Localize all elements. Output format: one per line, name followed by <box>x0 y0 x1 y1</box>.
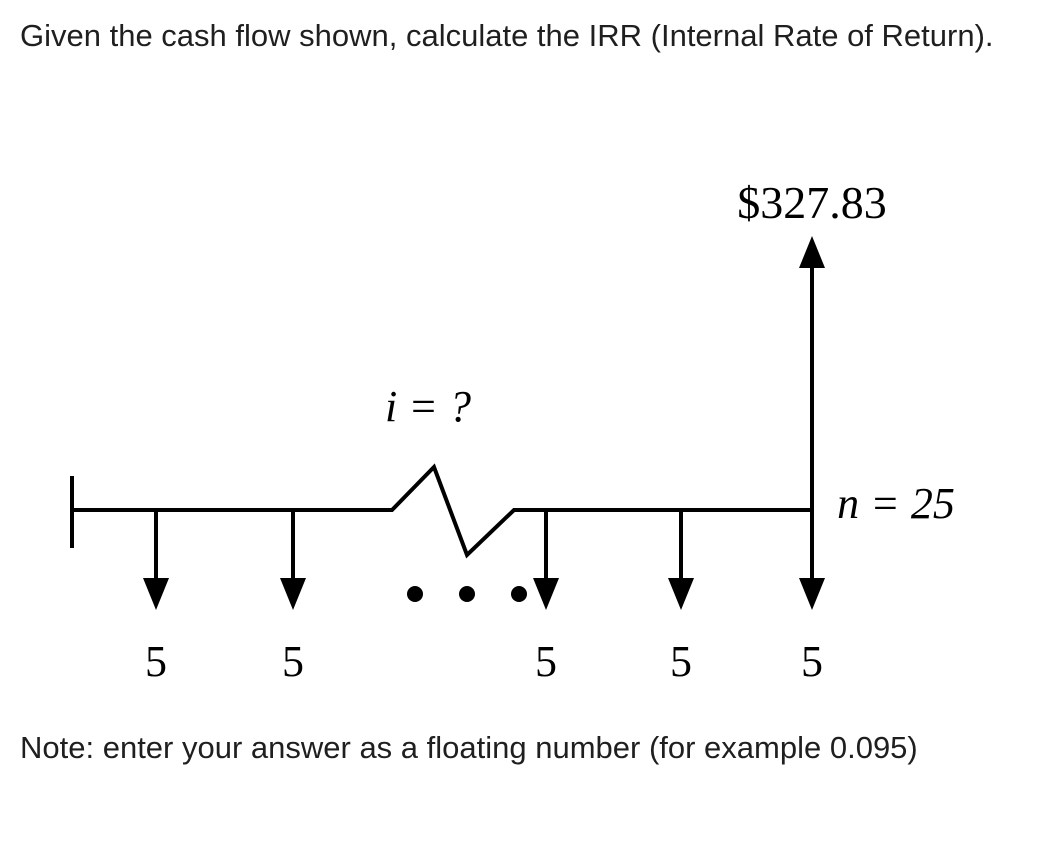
payment-label: 5 <box>670 637 692 686</box>
payment-arrowhead <box>533 578 559 610</box>
future-value-arrowhead <box>799 236 825 268</box>
ellipsis-dot <box>407 586 423 602</box>
payment-label: 5 <box>145 637 167 686</box>
payment-label: 5 <box>282 637 304 686</box>
payment-arrowhead <box>143 578 169 610</box>
payment-label: 5 <box>535 637 557 686</box>
note-text: Note: enter your answer as a floating number (for example 0.095) <box>20 730 918 765</box>
question-text: Given the cash flow shown, calculate the IRR (Internal Rate of Return). <box>20 18 994 53</box>
payment-arrowhead <box>668 578 694 610</box>
time-axis <box>72 467 812 555</box>
future-value-label: $327.83 <box>737 177 887 228</box>
payment-arrowhead <box>280 578 306 610</box>
payment-arrows <box>143 510 825 610</box>
payment-arrowhead <box>799 578 825 610</box>
interest-label: i = ? <box>385 382 471 431</box>
ellipsis-dot <box>459 586 475 602</box>
payment-label: 5 <box>801 637 823 686</box>
ellipsis-dots <box>407 586 527 602</box>
payment-labels <box>145 637 823 686</box>
periods-label: n = 25 <box>837 479 955 528</box>
ellipsis-dot <box>511 586 527 602</box>
